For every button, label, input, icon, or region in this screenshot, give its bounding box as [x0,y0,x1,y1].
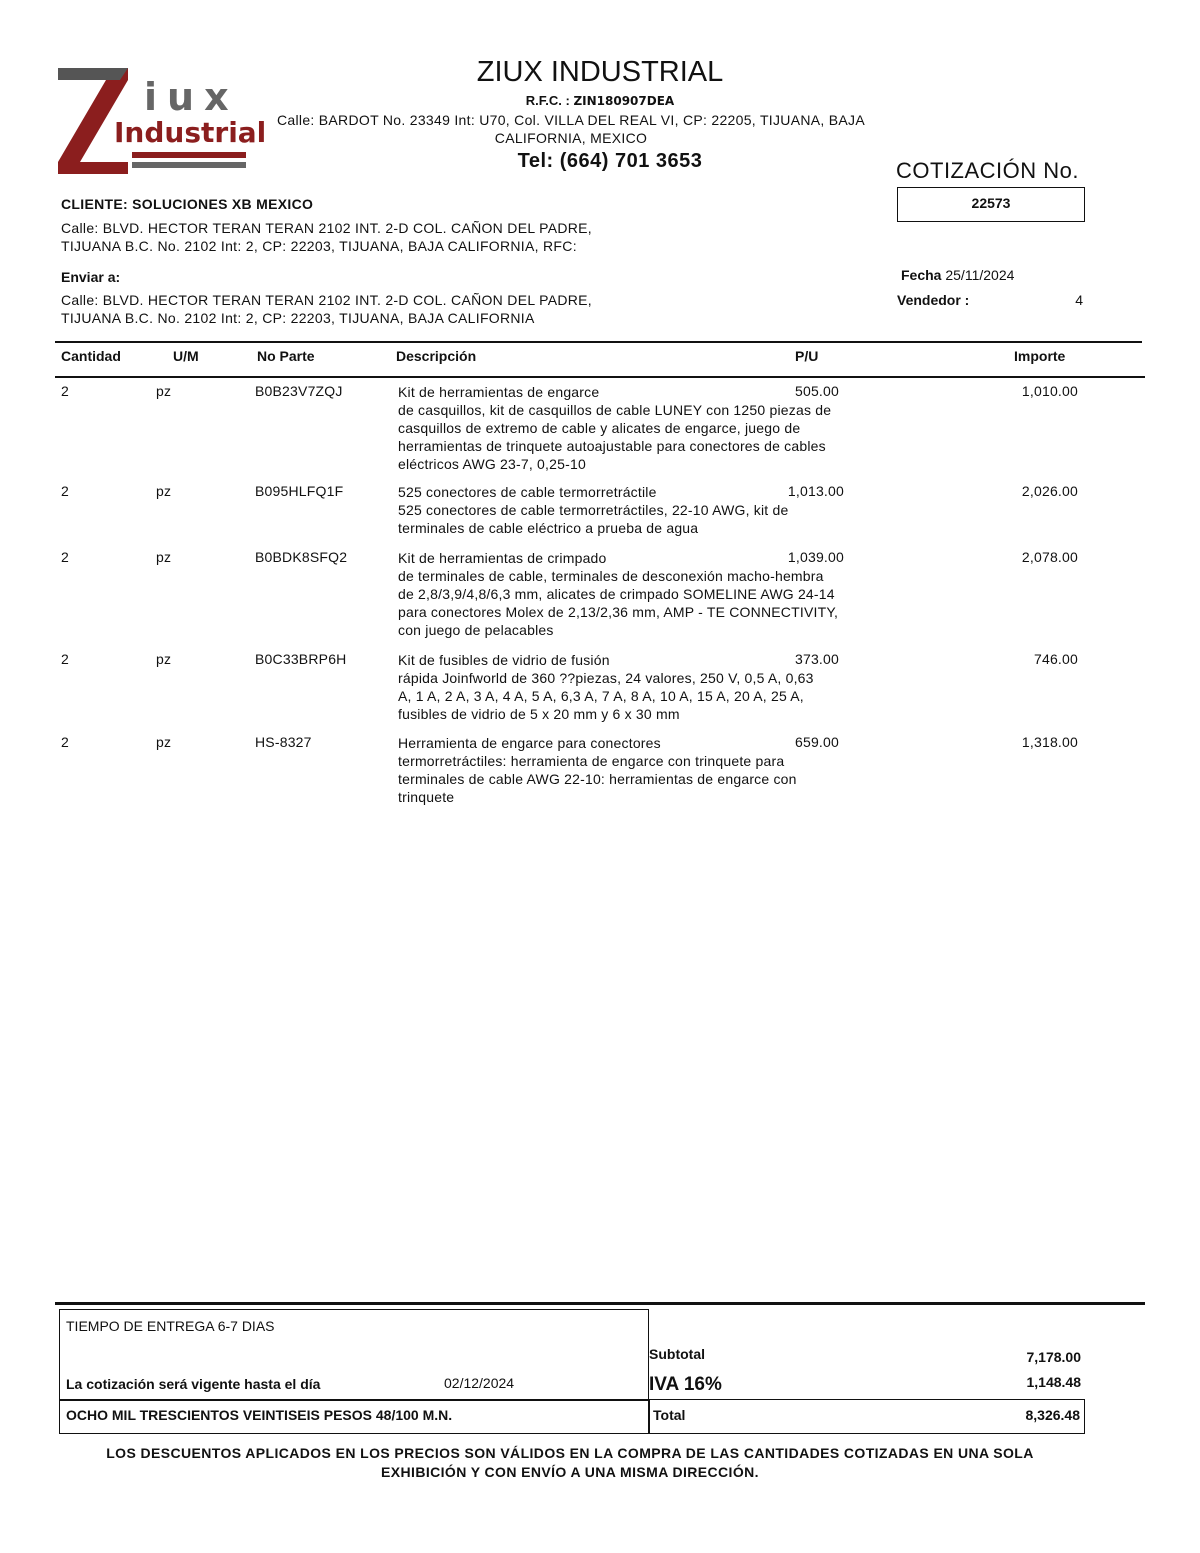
row-desc-line: fusibles de vidrio de 5 x 20 mm y 6 x 30 mm [398,706,680,722]
row-amount: 2,026.00 [1021,483,1078,499]
footer-inner-rule [59,1399,649,1401]
row-desc-line: de 2,8/3,9/4,8/6,3 mm, alicates de crimpado SOMELINE AWG 24-14 [398,586,835,602]
total-value: 8,326.48 [1025,1407,1080,1423]
row-part: B0BDK8SFQ2 [255,549,348,565]
row-unit-price: 1,013.00 [787,483,844,499]
client-address [61,219,711,255]
company-logo [58,66,267,176]
row-qty: 2 [61,383,69,399]
row-desc-line: eléctricos AWG 23-7, 0,25-10 [398,456,586,472]
client-label: CLIENTE: [61,196,128,212]
logo-graphic [58,66,267,176]
disclaimer-line1: LOS DESCUENTOS APLICADOS EN LOS PRECIOS SON VÁLIDOS EN LA COMPRA DE LAS CANTIDADES COTIZADAS EN UNA SOLA [106,1445,1034,1461]
row-amount: 746.00 [1033,651,1078,667]
header-pu: P/U [795,348,819,364]
row-unit-price: 1,039.00 [787,549,844,565]
row-desc-line: para conectores Molex de 2,13/2,36 mm, AMP - TE CONNECTIVITY, [398,604,839,620]
company-phone: Tel: (664) 701 3653 [517,150,703,172]
row-desc-line: 525 conectores de cable termorretráctiles, 22-10 AWG, kit de [398,502,789,518]
row-desc-title: Herramienta de engarce para conectores [398,735,661,751]
row-unit-price: 373.00 [794,651,839,667]
row-qty: 2 [61,734,69,750]
date-label: Fecha [901,267,942,283]
shipping-address [61,291,711,327]
row-desc-line: rápida Joinfworld de 360 ??piezas, 24 valores, 250 V, 0,5 A, 0,63 [398,670,814,686]
validity-date: 02/12/2024 [444,1375,515,1391]
date-value: 25/11/2024 [945,267,1015,283]
header-um: U/M [173,348,199,364]
footer-top-rule [55,1302,1145,1305]
row-um: pz [156,549,172,565]
rfc-value: ZIN180907DEA [573,94,675,108]
row-part: B0C33BRP6H [255,651,347,667]
row-amount: 1,318.00 [1021,734,1078,750]
seller-value: 4 [1075,292,1083,308]
row-desc-title: 525 conectores de cable termorretráctile [398,484,657,500]
quote-date [901,267,1014,283]
quote-title: COTIZACIÓN No. [896,158,1080,183]
row-um: pz [156,651,172,667]
amount-in-words: OCHO MIL TRESCIENTOS VEINTISEIS PESOS 48/100 M.N. [66,1407,453,1423]
row-desc-line: herramientas de trinquete autoajustable para conectores de cables [398,438,826,454]
row-desc-line: de terminales de cable, terminales de desconexión macho-hembra [398,568,824,584]
logo-text-bottom: Industrial [114,116,267,149]
iva-value: 1,148.48 [1026,1374,1081,1390]
row-um: pz [156,383,172,399]
row-desc-title: Kit de herramientas de engarce [398,384,600,400]
row-unit-price: 659.00 [794,734,839,750]
company-rfc [400,93,800,108]
client-address-line2: TIJUANA B.C. No. 2102 Int: 2, CP: 22203, TIJUANA, BAJA CALIFORNIA, RFC: [61,238,577,254]
row-amount: 1,010.00 [1021,383,1078,399]
shipping-label: Enviar a: [61,269,121,285]
shipping-address-line1: Calle: BLVD. HECTOR TERAN TERAN 2102 INT. 2-D COL. CAÑON DEL PADRE, [61,292,592,308]
rfc-label: R.F.C. : [525,93,570,108]
table-top-rule [55,341,1142,343]
row-um: pz [156,734,172,750]
subtotal-label: Subtotal [649,1346,705,1362]
logo-text-top: iux [144,75,239,119]
row-um: pz [156,483,172,499]
table-header-rule [55,376,1145,378]
row-desc-title: Kit de fusibles de vidrio de fusión [398,652,610,668]
row-qty: 2 [61,549,69,565]
row-part: B0B23V7ZQJ [255,383,343,399]
row-desc-line: con juego de pelacables [398,622,554,638]
row-amount: 2,078.00 [1021,549,1078,565]
total-box [649,1399,1085,1434]
discount-disclaimer [60,1444,1080,1482]
disclaimer-line2: EXHIBICIÓN Y CON ENVÍO A UNA MISMA DIRECCIÓN. [381,1464,759,1480]
seller-label: Vendedor : [897,292,970,308]
row-desc-line: casquillos de extremo de cable y alicates de engarce, juego de [398,420,801,436]
row-unit-price: 505.00 [794,383,839,399]
company-address-line2: CALIFORNIA, MEXICO [494,130,648,146]
row-part: HS-8327 [255,734,312,750]
row-qty: 2 [61,483,69,499]
row-desc-title: Kit de herramientas de crimpado [398,550,607,566]
quote-seller [897,292,1087,308]
row-part: B095HLFQ1F [255,483,344,499]
header-part: No Parte [257,348,315,364]
row-desc-line: de casquillos, kit de casquillos de cable LUNEY con 1250 piezas de [398,402,832,418]
client-address-line1: Calle: BLVD. HECTOR TERAN TERAN 2102 INT. 2-D COL. CAÑON DEL PADRE, [61,220,592,236]
client-name [61,196,313,212]
validity-label: La cotización será vigente hasta el día [66,1376,321,1392]
subtotal-value: 7,178.00 [1026,1349,1081,1365]
quote-number: 22573 [897,187,1085,222]
row-desc-line: A, 1 A, 2 A, 3 A, 4 A, 5 A, 6,3 A, 7 A, 8 A, 10 A, 15 A, 20 A, 25 A, [398,688,804,704]
header-amount: Importe [1014,348,1066,364]
company-name: ZIUX INDUSTRIAL [476,56,724,88]
delivery-time: TIEMPO DE ENTREGA 6-7 DIAS [66,1318,275,1334]
company-address [246,111,896,147]
header-qty: Cantidad [61,348,121,364]
row-desc-line: trinquete [398,789,455,805]
iva-label: IVA 16% [649,1374,722,1395]
row-desc-line: termorretráctiles: herramienta de engarce con trinquete para [398,753,785,769]
row-qty: 2 [61,651,69,667]
client-value: SOLUCIONES XB MEXICO [132,196,314,212]
row-desc-line: terminales de cable eléctrico a prueba de agua [398,520,699,536]
row-desc-line: terminales de cable AWG 22-10: herramientas de engarce con [398,771,797,787]
company-address-line1: Calle: BARDOT No. 23349 Int: U70, Col. VILLA DEL REAL VI, CP: 22205, TIJUANA, BAJA [277,112,865,128]
header-desc: Descripción [396,348,477,364]
total-label: Total [653,1407,686,1423]
shipping-address-line2: TIJUANA B.C. No. 2102 Int: 2, CP: 22203, TIJUANA, BAJA CALIFORNIA [61,310,535,326]
